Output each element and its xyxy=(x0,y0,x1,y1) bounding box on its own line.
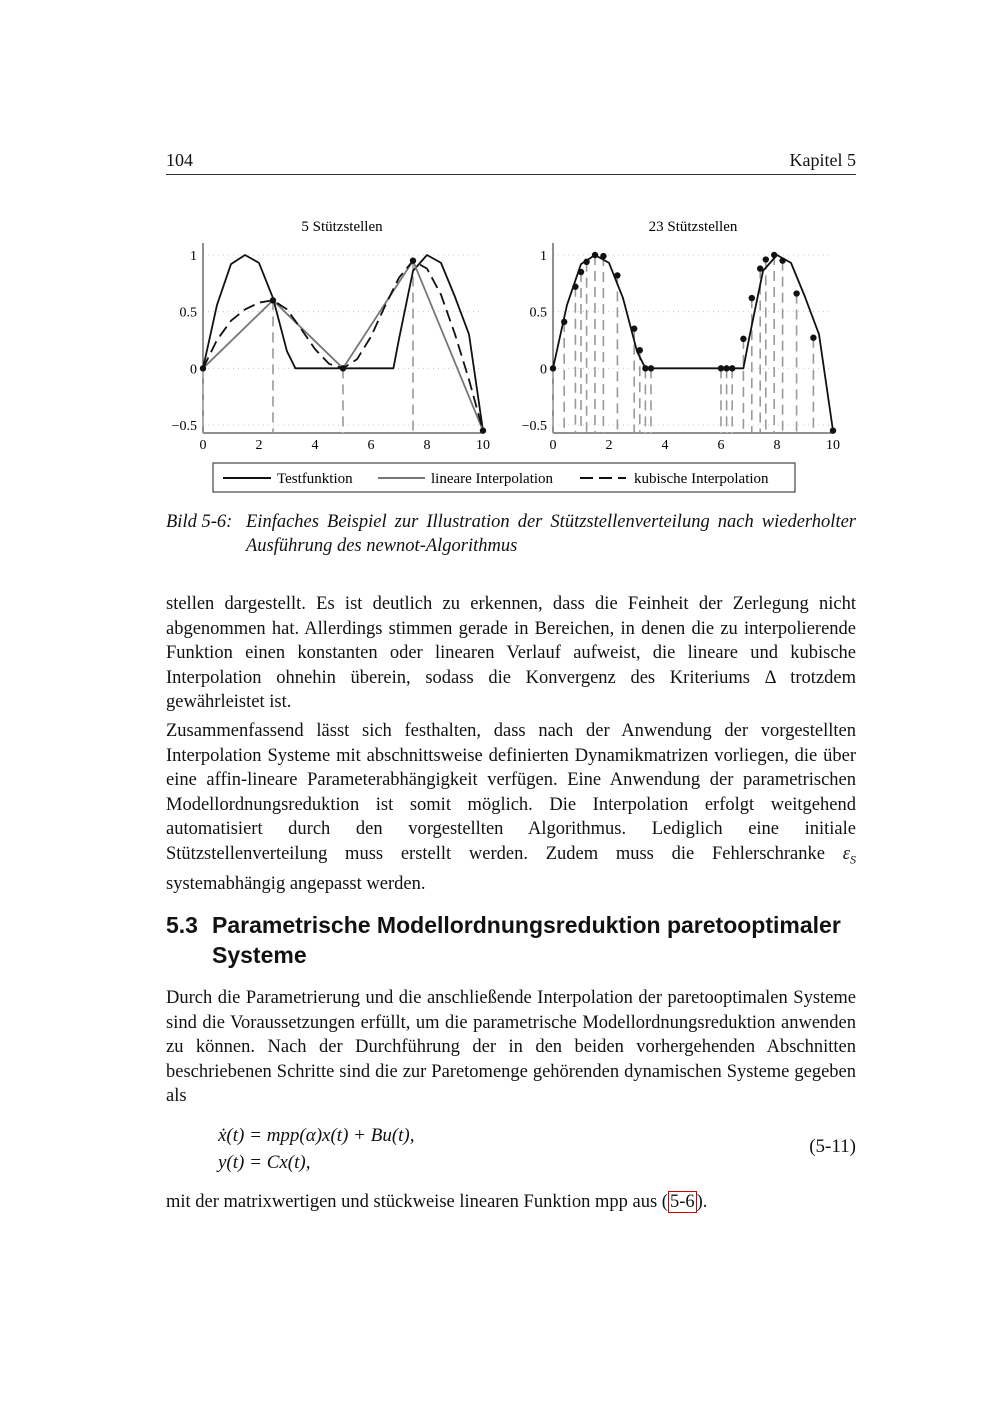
support-point xyxy=(637,347,643,353)
support-point xyxy=(648,365,654,371)
x-tick-label: 2 xyxy=(255,438,263,453)
y-tick-label: −0.5 xyxy=(521,419,547,434)
support-point xyxy=(749,295,755,301)
equation-number: (5-11) xyxy=(809,1136,856,1157)
equation-line-1: ẋ(t) = mpp(α)x(t) + Bu(t), xyxy=(218,1125,415,1146)
chapter-label: Kapitel 5 xyxy=(789,150,856,170)
paragraph-2-text: Zusammenfassend lässt sich festhalten, dass nach der Anwendung der vorgestellten Interpolation Systeme mit abschnittsweise definierten Dynamikmatrizen vorliegen, die über eine affin-lineare Parameterabhängigkeit verfügen. Eine Anwendung der parametrischen Modellordnungsreduktion ist somit möglich. Die Interpolation erfolgt weitgehend automatisiert durch den vorgestellten Algorithmus. Lediglich eine initiale Stützstellenverteilung muss erstellt werden. Zudem muss die Fehlerschranke xyxy=(166,721,856,864)
paragraph-2-end: systemabhängig angepasst werden. xyxy=(166,874,426,895)
support-point xyxy=(578,269,584,275)
support-point xyxy=(779,257,785,263)
support-point xyxy=(723,365,729,371)
figure-caption xyxy=(166,510,856,558)
legend-kubisch: kubische Interpolation xyxy=(634,471,769,487)
support-point xyxy=(600,253,606,259)
support-point xyxy=(729,365,735,371)
support-point xyxy=(583,259,589,265)
y-tick-label: 1 xyxy=(540,249,547,264)
legend xyxy=(213,463,795,492)
caption-label: Bild 5-6: xyxy=(166,512,233,532)
figure-5-6 xyxy=(160,205,860,505)
x-tick-label: 6 xyxy=(717,438,725,453)
plot1 xyxy=(172,243,490,453)
paragraph-4-end: ). xyxy=(696,1192,708,1212)
support-point xyxy=(550,365,556,371)
equation-5-11 xyxy=(218,1122,415,1176)
x-tick-label: 6 xyxy=(367,438,375,453)
support-point xyxy=(410,257,416,263)
support-point xyxy=(340,365,346,371)
support-point xyxy=(757,265,763,271)
section-title: Parametrische Modellordnungsreduktion paretooptimaler Systeme xyxy=(212,912,841,968)
support-point xyxy=(592,252,598,258)
plot2 xyxy=(522,243,840,453)
section-number: 5.3 xyxy=(166,912,198,938)
support-point xyxy=(642,365,648,371)
y-tick-label: 0.5 xyxy=(179,305,197,321)
y-tick-label: −0.5 xyxy=(171,419,197,434)
legend-linear: lineare Interpolation xyxy=(431,471,554,487)
paragraph-4-text: mit der matrixwertigen und stückweise linearen Funktion mpp aus ( xyxy=(166,1192,668,1212)
support-point xyxy=(480,427,486,433)
paragraph-1: stellen dargestellt. Es ist deutlich zu erkennen, dass die Feinheit der Zerlegung nicht abgenommen hat. Allerdings stimmen gerade in Bereichen, in denen die zu interpolierende Funktion einen konstanten oder linearen Verlauf aufweist, die lineare und kubische Interpolation ohnehin überein, sodass die Konvergenz des Kriteriums Δ trotzdem gewährleistet ist. xyxy=(166,594,856,713)
plot2-title: 23 Stützstellen xyxy=(648,219,738,235)
page-header xyxy=(166,148,856,175)
x-tick-label: 0 xyxy=(549,438,557,453)
equation-reference-link[interactable]: 5-6 xyxy=(669,1192,695,1212)
x-tick-label: 8 xyxy=(773,438,781,453)
support-point xyxy=(614,272,620,278)
y-tick-label: 0 xyxy=(190,362,197,378)
support-point xyxy=(561,319,567,325)
x-tick-label: 10 xyxy=(476,438,490,453)
support-point xyxy=(200,365,206,371)
page-number: 104 xyxy=(166,150,193,170)
x-tick-label: 2 xyxy=(605,438,613,453)
support-point xyxy=(718,365,724,371)
legend-testfunktion: Testfunktion xyxy=(277,471,353,487)
support-point xyxy=(771,252,777,258)
support-point xyxy=(631,325,637,331)
caption-text: Einfaches Beispiel zur Illustration der Stützstellenverteilung nach wiederholter Ausführung des newnot-Algorithmus xyxy=(246,512,856,556)
plot1-title: 5 Stützstellen xyxy=(301,219,383,235)
x-tick-label: 4 xyxy=(661,438,669,453)
epsilon-symbol: ε xyxy=(842,843,850,864)
x-tick-label: 8 xyxy=(423,438,431,453)
paragraph-4 xyxy=(166,1190,856,1215)
support-point xyxy=(830,427,836,433)
support-point xyxy=(270,297,276,303)
support-point xyxy=(793,290,799,296)
epsilon-subscript: S xyxy=(850,852,856,867)
equation-line-2: y(t) = Cx(t), xyxy=(218,1152,311,1173)
support-point xyxy=(763,256,769,262)
x-tick-label: 10 xyxy=(826,438,840,453)
y-tick-label: 0.5 xyxy=(529,305,547,321)
x-tick-label: 0 xyxy=(199,438,207,453)
support-point xyxy=(572,284,578,290)
x-tick-label: 4 xyxy=(311,438,319,453)
paragraph-3: Durch die Parametrierung und die anschließende Interpolation der paretooptimalen Systeme sind die Voraussetzungen erfüllt, um die parametrische Modellordnungsreduktion anwenden zu können. Nach der Durchführung der in den beiden vorhergehenden Abschnitten beschriebenen Schritte sind die zur Paretomenge gehörenden dynamischen Systeme gegeben als xyxy=(166,988,856,1107)
section-heading xyxy=(166,910,856,970)
support-point xyxy=(740,336,746,342)
paragraph-2 xyxy=(166,719,856,897)
support-point xyxy=(810,335,816,341)
y-tick-label: 0 xyxy=(540,362,547,378)
y-tick-label: 1 xyxy=(190,249,197,264)
